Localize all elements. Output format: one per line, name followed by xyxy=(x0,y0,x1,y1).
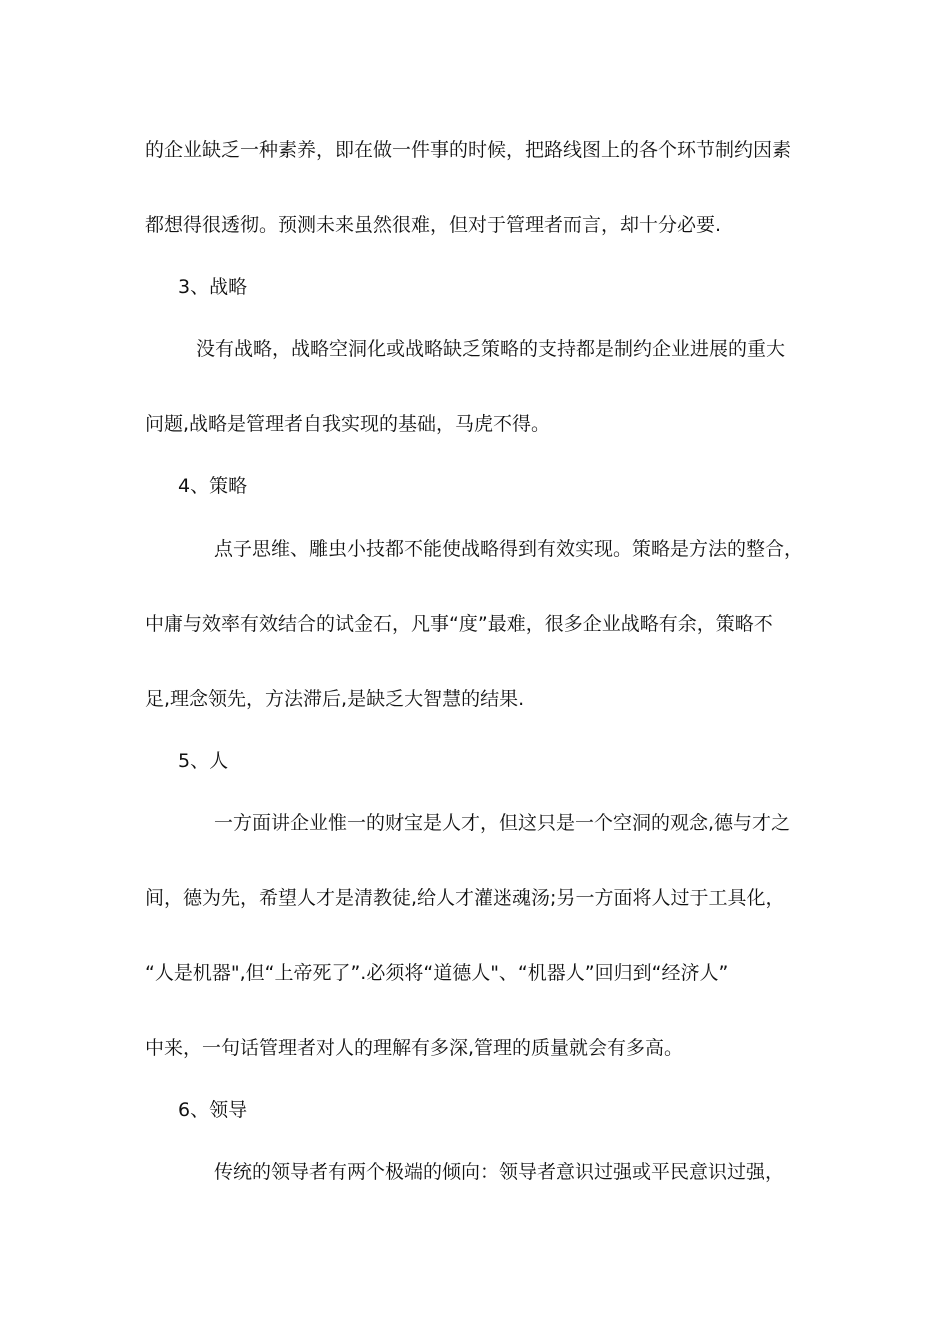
paragraph-line-6: 中庸与效率有效结合的试金石，凡事“度”最难，很多企业战略有余，策略不 xyxy=(145,613,773,635)
section-heading-strategy: 3、战略 xyxy=(178,276,248,298)
paragraph-line-10: “人是机器",但“上帝死了”.必须将“道德人"、“机器人”回归到“经济人” xyxy=(145,962,729,984)
paragraph-line-8: 一方面讲企业惟一的财宝是人才，但这只是一个空洞的观念,德与才之 xyxy=(214,812,791,834)
paragraph-line-2: 都想得很透彻。预测未来虽然很难，但对于管理者而言，却十分必要. xyxy=(145,214,722,236)
paragraph-line-12: 传统的领导者有两个极端的倾向：领导者意识过强或平民意识过强， xyxy=(214,1161,785,1183)
paragraph-line-7: 足,理念领先，方法滞后,是缺乏大智慧的结果. xyxy=(145,688,525,710)
section-heading-leadership: 6、领导 xyxy=(178,1099,248,1121)
section-heading-people: 5、人 xyxy=(178,750,229,772)
paragraph-line-4: 问题,战略是管理者自我实现的基础，马虎不得。 xyxy=(145,413,551,435)
section-heading-tactics: 4、策略 xyxy=(178,475,248,497)
paragraph-line-9: 间，德为先，希望人才是清教徒,给人才灌迷魂汤;另一方面将人过于工具化， xyxy=(145,887,785,909)
paragraph-line-11: 中来，一句话管理者对人的理解有多深,管理的质量就会有多高。 xyxy=(145,1037,684,1059)
paragraph-line-3: 没有战略，战略空洞化或战略缺乏策略的支持都是制约企业进展的重大 xyxy=(196,338,786,360)
paragraph-line-5: 点子思维、雕虫小技都不能使战略得到有效实现。策略是方法的整合， xyxy=(214,538,804,560)
paragraph-line-1: 的企业缺乏一种素养，即在做一件事的时候，把路线图上的各个环节制约因素 xyxy=(145,139,792,161)
